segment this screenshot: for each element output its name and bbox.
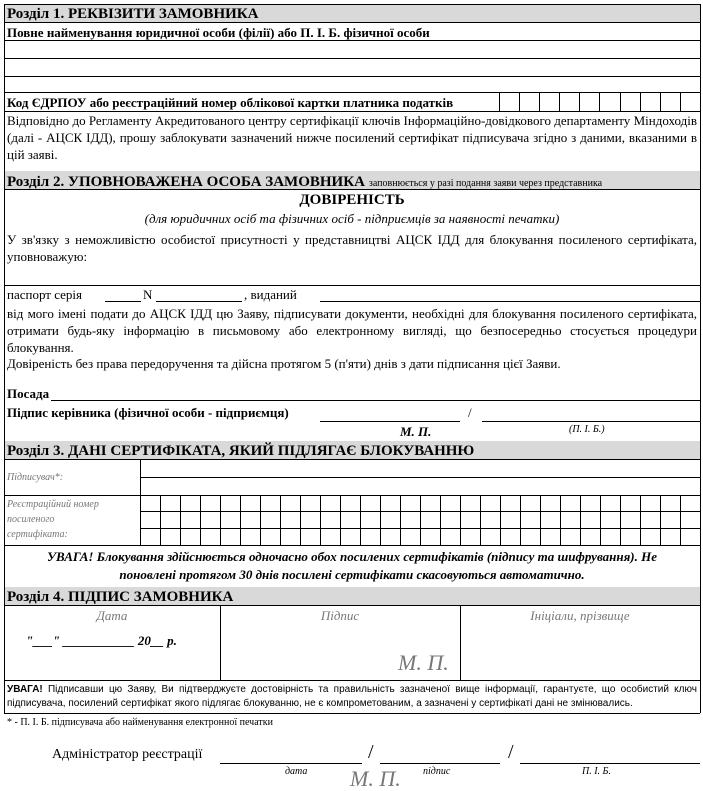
signer-line-1 xyxy=(140,477,700,478)
col-signature-label: Підпис xyxy=(320,608,360,623)
warning-line2: поновлені протягом 30 днів посилені сертифікати скасовуються автоматично. xyxy=(119,567,585,582)
admin-signature-caption: підпис xyxy=(423,766,451,777)
poa-subtitle: (для юридичних осіб та фізичних осіб - підприємців за наявності печатки) xyxy=(144,211,560,226)
validity-text: Довіреність без права передоручення та дійсна протягом 5 (п'яти) днів з дати підписання цієї Заяви. xyxy=(7,356,561,371)
passport-issued-field[interactable] xyxy=(320,301,700,302)
admin-date-field[interactable] xyxy=(220,763,362,764)
section4-stamp-label: М. П. xyxy=(398,650,449,675)
warning-prefix: УВАГА! xyxy=(46,549,94,564)
section2-title-row xyxy=(7,174,602,190)
edrpou-label: Код ЄДРПОУ або реєстраційний номер облікової картки платника податків xyxy=(7,95,454,110)
signer-label: Підписувач*: xyxy=(7,472,64,483)
notice-prefix: УВАГА! xyxy=(7,684,43,695)
position-field[interactable] xyxy=(51,400,700,401)
warning-text-1: Блокування здійснюється одночасно обох посилених сертифікатів (підпису та шифрування). Не xyxy=(93,549,658,564)
poa-title: ДОВІРЕНІСТЬ xyxy=(299,192,405,208)
col-date-label: Дата xyxy=(96,608,128,623)
section1-title: Розділ 1. РЕКВІЗИТИ ЗАМОВНИКА xyxy=(7,6,259,22)
admin-slash-1: / xyxy=(368,741,374,763)
position-label: Посада xyxy=(7,386,50,401)
slash-separator: / xyxy=(468,405,472,420)
edrpou-digit-cells[interactable] xyxy=(499,92,700,111)
admin-slash-2: / xyxy=(508,741,514,763)
notice-text: Підписавши цю Заяву, Ви підтверджуєте достовірність та правильність зазначеної вище інформації, гарантуєте, що особистий ключ підписувача, посилений сертифікат якого підлягає блокуванню, не є компрометованим, а зазначені у сертифікаті дані не змінювались. xyxy=(7,684,697,709)
reg-number-label-3: сертифіката: xyxy=(7,529,68,540)
notice xyxy=(7,683,697,711)
manager-name-field[interactable] xyxy=(482,421,700,422)
passport-number-label: N xyxy=(143,287,153,302)
admin-name-caption: П. І. Б. xyxy=(582,766,611,777)
passport-number-field[interactable] xyxy=(156,301,242,302)
passport-series-label: паспорт серія xyxy=(7,287,83,302)
passport-series-field[interactable] xyxy=(105,301,141,302)
admin-signature-field[interactable] xyxy=(380,763,500,764)
request-text: Відповідно до Регламенту Акредитованого центру сертифікації ключів Інформаційно-довідкового департаменту Міндоходів (далі - АЦСК ІДД), прошу заблокувати зазначений нижче посилений сертифікат підписувача згідно з даними, вказаними в цій заяві. xyxy=(7,113,697,162)
section2-title-note: заповнюється у разі подання заяви через представника xyxy=(368,178,603,189)
reg-number-label-2: посиленого xyxy=(7,514,55,525)
admin-stamp-label: М. П. xyxy=(350,766,401,791)
section4-title: Розділ 4. ПІДПИС ЗАМОВНИКА xyxy=(7,589,234,605)
reg-number-grid[interactable] xyxy=(140,495,700,545)
section2-stamp-label: М. П. xyxy=(400,424,432,439)
full-name-label: Повне найменування юридичної особи (філії) або П. І. Б. фізичної особи xyxy=(7,25,430,40)
section2-name-label: (П. І. Б.) xyxy=(569,424,605,435)
signature-label: Підпис керівника (фізичної особи - підприємця) xyxy=(7,405,289,420)
warning-line1 xyxy=(4,550,700,563)
poa-text: У зв'язку з неможливістю особистої присутності у представництві АЦСК ІДД для блокування посиленого сертифіката, уповноважую: xyxy=(7,232,697,264)
footnote: * - П. І. Б. підписувача або найменування електронної печатки xyxy=(7,717,273,728)
admin-label: Адміністратор реєстрації xyxy=(52,747,203,762)
authority-text: від мого імені подати до АЦСК ІДД цю Заяву, підписувати документи, необхідні для блокування посиленого сертифіката, отримати будь-яку інформацію в письмовому або електронному вигляді, що безпосередньо стосується процедури блокування. xyxy=(7,306,697,355)
col-name-label: Ініціали, прізвище xyxy=(530,608,630,623)
passport-issued-label: , виданий xyxy=(244,287,297,302)
date-template[interactable]: "___" ___________ 20__ р. xyxy=(26,633,177,648)
section3-title: Розділ 3. ДАНІ СЕРТИФІКАТА, ЯКИЙ ПІДЛЯГАЄ БЛОКУВАННЮ xyxy=(7,443,475,459)
manager-signature-field[interactable] xyxy=(320,421,460,422)
section2-title: Розділ 2. УПОВНОВАЖЕНА ОСОБА ЗАМОВНИКА xyxy=(7,174,365,190)
reg-number-label-1: Реєстраційний номер xyxy=(7,499,99,510)
admin-date-caption: дата xyxy=(285,766,308,777)
admin-name-field[interactable] xyxy=(520,763,700,764)
